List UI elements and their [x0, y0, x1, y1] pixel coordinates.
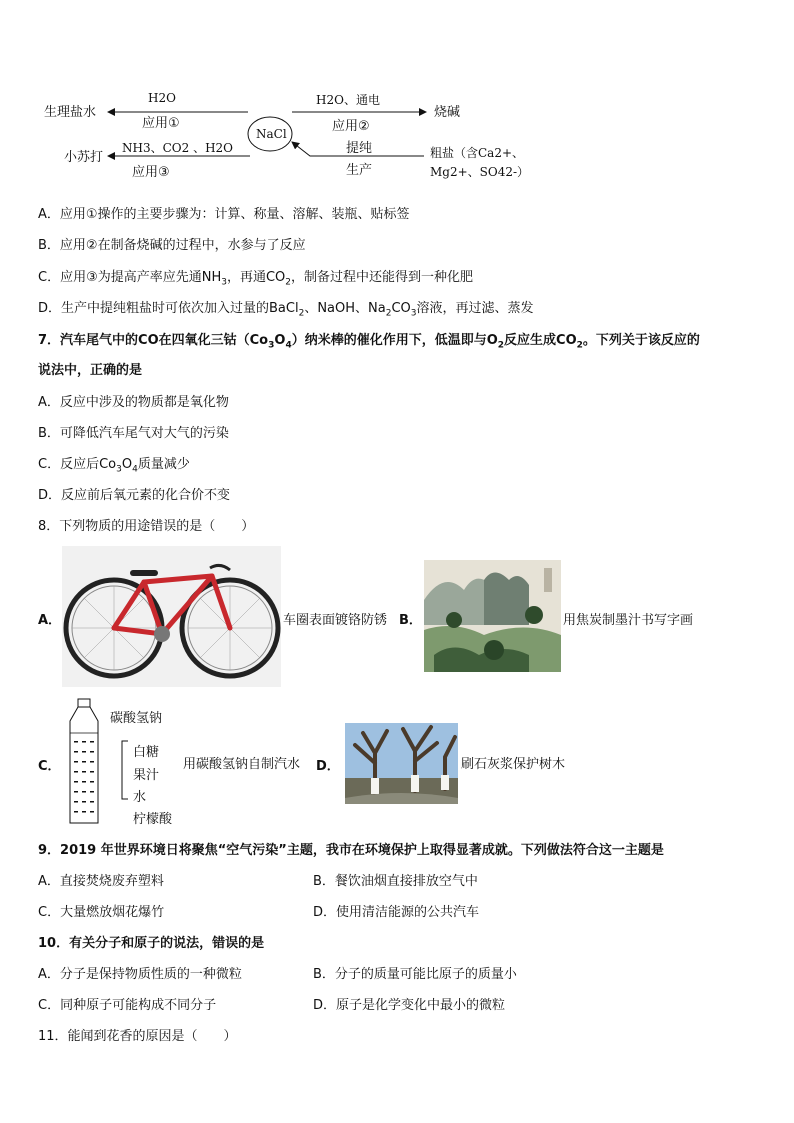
nacl-label: NaCl	[256, 127, 287, 141]
q9-option-a: A．直接焚烧废弃塑料	[38, 874, 164, 889]
bottle-label-water: 水	[133, 790, 147, 805]
ink-painting-image	[424, 560, 561, 672]
q6-option-c: C．应用③为提高产率应先通$NH_3$，再通$CO_2$，制备过程中还能得到一种化肥	[38, 270, 474, 288]
soda-product: 小苏打	[64, 150, 104, 165]
q7-stem-line1: 7．汽车尾气中的CO在四氧化三钴$(Co_3O_4)$纳米棒的催化作用下，低温即与$O_2$反应生成$CO_2$。下列关于该反应的	[38, 333, 700, 351]
q7-option-a: A．反应中涉及的物质都是氧化物	[38, 395, 229, 410]
caustic-label: 应用②	[332, 119, 370, 134]
q9-option-d: D．使用清洁能源的公共汽车	[313, 905, 480, 920]
q8-stem: 8．下列物质的用途错误的是（ ）	[38, 519, 255, 534]
q8-c-label: C．	[38, 759, 61, 774]
bottle-label-juice: 果汁	[133, 768, 160, 783]
q7-option-c: C．反应后$Co_3O_4$质量减少	[38, 457, 190, 475]
crude-source-2: Mg2+、SO42-）	[430, 165, 530, 179]
caustic-reagent: H2O、通电	[316, 93, 380, 107]
crude-source-1: 粗盐（含Ca2+、	[430, 146, 525, 160]
soda-reagent: NH3、CO2 、H2O	[122, 141, 234, 155]
nacl-diagram	[30, 82, 550, 190]
bottle-label-bicarbonate: 碳酸氢钠	[110, 711, 163, 726]
q11-stem: 11．能闻到花香的原因是（ ）	[38, 1029, 237, 1044]
q8-a-label: A．	[38, 613, 62, 628]
q6-option-b: B．应用②在制备烧碱的过程中，水参与了反应	[38, 238, 306, 253]
q8-d-label: D．	[316, 759, 340, 774]
saline-reagent: H2O	[148, 91, 176, 105]
q6-option-d: D．生产中提纯粗盐时可依次加入过量的BaCl$_2$、NaOH、$Na_2CO_3$溶液，再过滤、蒸发	[38, 301, 534, 319]
q8-c-text: 用碳酸氢钠自制汽水	[183, 757, 301, 772]
q7-option-d: D．反应前后氧元素的化合价不变	[38, 488, 231, 503]
q8-d-text: 刷石灰浆保护树木	[461, 757, 566, 772]
crude-label-1: 提纯	[346, 141, 373, 156]
q10-stem: 10．有关分子和原子的说法，错误的是	[38, 936, 265, 951]
q10-option-b: B．分子的质量可能比原子的质量小	[313, 967, 517, 982]
q8-b-text: 用焦炭制墨汁书写字画	[563, 613, 694, 628]
q10-option-d: D．原子是化学变化中最小的微粒	[313, 998, 506, 1013]
q7-stem-line2: 说法中，正确的是	[38, 363, 143, 378]
q8-a-text: 车圈表面镀铬防锈	[283, 613, 388, 628]
saline-product: 生理盐水	[44, 105, 97, 120]
whitewashed-trees-image	[345, 723, 458, 804]
bicycle-image	[62, 546, 281, 687]
q10-option-c: C．同种原子可能构成不同分子	[38, 998, 217, 1013]
q7-option-b: B．可降低汽车尾气对大气的污染	[38, 426, 229, 441]
q9-option-b: B．餐饮油烟直接排放空气中	[313, 874, 478, 889]
q6-option-a: A．应用①操作的主要步骤为：计算、称量、溶解、装瓶、贴标签	[38, 207, 410, 222]
q10-option-a: A．分子是保持物质性质的一种微粒	[38, 967, 242, 982]
bottle-label-citric-acid: 柠檬酸	[133, 812, 173, 827]
soda-label: 应用③	[132, 165, 170, 180]
bottle-label-sugar: 白糖	[133, 745, 160, 760]
q9-stem: 9．2019 年世界环境日将聚焦“空气污染”主题，我市在环境保护上取得显著成就。下列做法符合这一主题是	[38, 843, 664, 858]
caustic-product: 烧碱	[434, 105, 461, 120]
q8-b-label: B．	[399, 613, 422, 628]
crude-label-2: 生产	[346, 163, 373, 178]
q9-option-c: C．大量燃放烟花爆竹	[38, 905, 165, 920]
saline-label: 应用①	[142, 116, 180, 131]
